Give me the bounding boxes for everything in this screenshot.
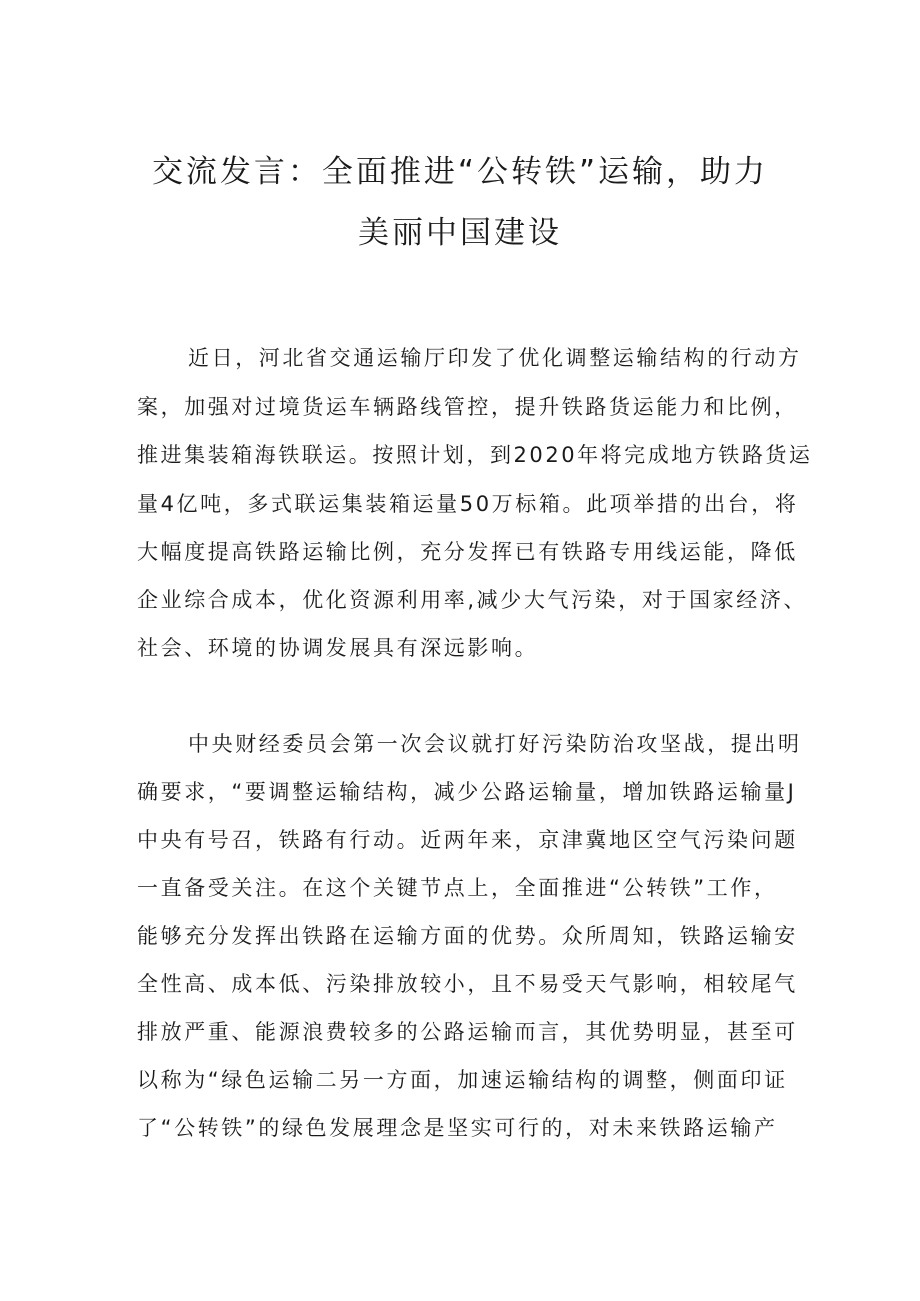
paragraph-line: 以称为“绿色运输二另一方面，加速运输结构的调整，侧面印证 [137,1068,788,1092]
paragraph-line: 一直备受关注。在这个关键节点上，全面推进“公转铁”工作， [137,876,778,900]
paragraph-line: 确要求，“要调整运输结构，减少公路运输量，增加铁路运输量J [137,780,797,804]
paragraph-line: 中央有号召，铁路有行动。近两年来，京津冀地区空气污染问题 [137,828,798,852]
paragraph-line: 近日，河北省交通运输厅印发了优化调整运输结构的行动方 [188,346,802,370]
paragraph-line: 全性高、成本低、污染排放较小，且不易受天气影响，相较尾气 [137,972,798,996]
paragraph-line: 企业综合成本，优化资源利用率,减少大气污染，对于国家经济、 [137,588,808,612]
paragraph-line: 量4亿吨，多式联运集装箱运量50万标箱。此项举措的出台，将 [137,492,799,516]
paragraph-line: 中央财经委员会第一次会议就打好污染防治攻坚战，提出明 [188,732,802,756]
paragraph-line: 大幅度提高铁路运输比例，充分发挥已有铁路专用线运能，降低 [137,540,798,564]
paragraph-line: 能够充分发挥出铁路在运输方面的优势。众所周知，铁路运输安 [137,924,798,948]
paragraph-line: 案，加强对过境货运车辆路线管控，提升铁路货运能力和比例， [137,395,798,419]
paragraph-line: 排放严重、能源浪费较多的公路运输而言，其优势明显，甚至可 [137,1020,798,1044]
document-title-line-1: 交流发言：全面推进“公转铁”运输，助力 [151,154,769,190]
paragraph-line: 了“公转铁”的绿色发展理念是坚实可行的，对未来铁路运输产 [137,1116,778,1140]
document-title-line-2: 美丽中国建设 [358,215,562,251]
paragraph-line: 社会、环境的协调发展具有深远影响。 [137,636,539,660]
paragraph-line: 推进集装箱海铁联运。按照计划，到2020年将完成地方铁路货运 [137,443,813,467]
